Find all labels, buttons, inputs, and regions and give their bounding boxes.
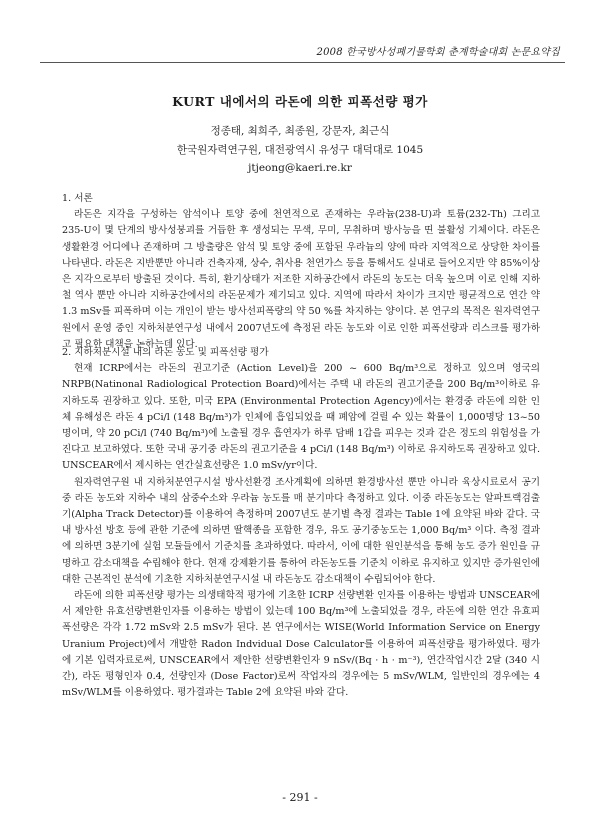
header-rule [40, 62, 565, 63]
author-list: 정종태, 최희주, 최종원, 강문자, 최근식 [210, 125, 390, 137]
section-heading: 1. 서론 [62, 193, 93, 204]
paragraph: 현재 ICRP에서는 라돈의 권고기준 (Action Level)을 200 ~ 600 Bq/m³으로 정하고 있으며 영국의 NRPB(Natinonal Radiological Protection Board)에서는 주택 내 라돈의 권고기준을 200 Bq/m³이하로 유지하도록 권장하고 있다. 또한, 미국 EPA (Environmental Protection Agency)에서는 환경중 라돈에 의한 인체 유해성은 라돈 4 pCi/l (148 Bq/m³)가 인체에 흡입되었을 때 폐암에 걸릴 수 있는 확률이 1,000명당 13~50명이며, 약 20 pCi/l (740 Bq/m³)에 노출될 경우 흡연자가 하루 담배 1갑을 피우는 것과 같은 정도의 위험성을 가진다고 보고하였다. 또한 국내 공기중 라돈의 권고기준을 4 pCi/l (148 Bq/m³) 이하로 유지하도록 권장하고 있다. UNSCEAR에서 제시하는 연간실효선량은 1.0 mSv/yr이다. [62, 363, 540, 472]
paragraph: 라돈은 지각을 구성하는 암석이나 토양 중에 천연적으로 존재하는 우라늄(238-U)과 토륨(232-Th) 그리고 235-U이 몇 단계의 방사성붕괴를 거듭한 후 생성되는 무색, 무미, 무취하며 방사능을 띤 불활성 기체이다. 라돈은 생활환경 어디에나 존재하며 그 방출량은 암석 및 토양 중에 포함된 우라늄의 양에 따라 지역적으로 상당한 차이를 나타낸다. 라돈은 지반뿐만 아니라 건축자재, 상수, 취사용 천연가스 등을 통해서도 실내로 들어오지만 약 85%이상은 지각으로부터 방출된 것이다. 특히, 환기상태가 저조한 지하공간에서 라돈의 농도는 더욱 높으며 이로 인해 지하철 역사 뿐만 아니라 지하공간에서의 라돈문제가 제기되고 있다. 지역에 따라서 차이가 크지만 평균적으로 연간 약 1.3 mSv를 피폭하며 이는 개인이 받는 방사선피폭량의 약 50 %를 차지하는 양이다. 본 연구의 목적은 원자력연구원에서 운영 중인 지하처분연구성 내에서 2007년도에 측정된 라돈 농도와 이로 인한 피폭선량과 리스크를 평가하고 필요한 대책을 논하는데 있다. [62, 209, 540, 350]
running-header: 2008 한국방사성폐기물학회 춘계학술대회 논문요약집 [316, 47, 560, 58]
section-heading: 2. 지하처분시설 내의 라돈 농도 및 피폭선량 평가 [62, 347, 269, 358]
page-number: - 291 - [282, 791, 318, 804]
paragraph: 라돈에 의한 피폭선량 평가는 의생태학적 평가에 기초한 ICRP 선량변환 인자를 이용하는 방법과 UNSCEAR에서 제안한 유효선량변환인자를 이용하는 방법이 있는데 100 Bq/m³에 노출되었을 경우, 라돈에 의한 연간 유효피폭선량은 각각 1.72 mSv와 2.5 mSv가 된다. 본 연구에서는 WISE(World Information Service on Energy Uranium Project)에서 개발한 Radon Indvidual Dose Calculator를 이용하여 피폭선량을 평가하였다. 평가에 기본 입력자료로써, UNSCEAR에서 제안한 선량변환인자 9 nSv/(Bq · h · m⁻³), 연간작업시간 2달 (340 시간), 라돈 평형인자 0.4, 선량인자 (Dose Factor)로써 작업자의 경우에는 5 mSv/WLM, 일반인의 경우에는 4 mSv/WLM를 이용하였다. 평가결과는 Table 2에 요약된 바와 같다. [62, 590, 540, 699]
section-radon-dose [62, 345, 540, 701]
paper-title: KURT 내에서의 라돈에 의한 피폭선량 평가 [172, 94, 428, 109]
contact-email: jtjeong@kaeri.re.kr [248, 162, 352, 174]
paragraph: 원자력연구원 내 지하처분연구시설 방사선환경 조사계획에 의하면 환경방사선 뿐만 아니라 육상시료로서 공기중 라돈 농도와 지하수 내의 삼중수소와 우라늄 농도를 매 분기마다 측정하고 있다. 이중 라돈농도는 알파트랙검출기(Alpha Track Detector)를 이용하여 측정하며 2007년도 분기별 측정 결과는 Table 1에 요약된 바와 같다. 국내 방사선 방호 등에 관한 기준에 의하면 딸핵종을 포함한 경우, 유도 공기중농도는 1,000 Bq/m³ 이다. 측정 결과에 의하면 3분기에 실험 모듈들에서 기준치를 초과하였다. 따라서, 이에 대한 원인분석을 통해 농도 증가 원인을 규명하고 감소대책을 수립해야 한다. 현재 강제환기를 통하여 라돈농도를 기준치 이하로 유지하고 있지만 증가원인에 대한 근본적인 분석에 기초한 지하처분연구시설 내 라돈농도 감소대책이 수립되어야 한다. [62, 476, 540, 585]
affiliation: 한국원자력연구원, 대전광역시 유성구 대덕대로 1045 [176, 144, 424, 156]
section-introduction [62, 191, 540, 353]
